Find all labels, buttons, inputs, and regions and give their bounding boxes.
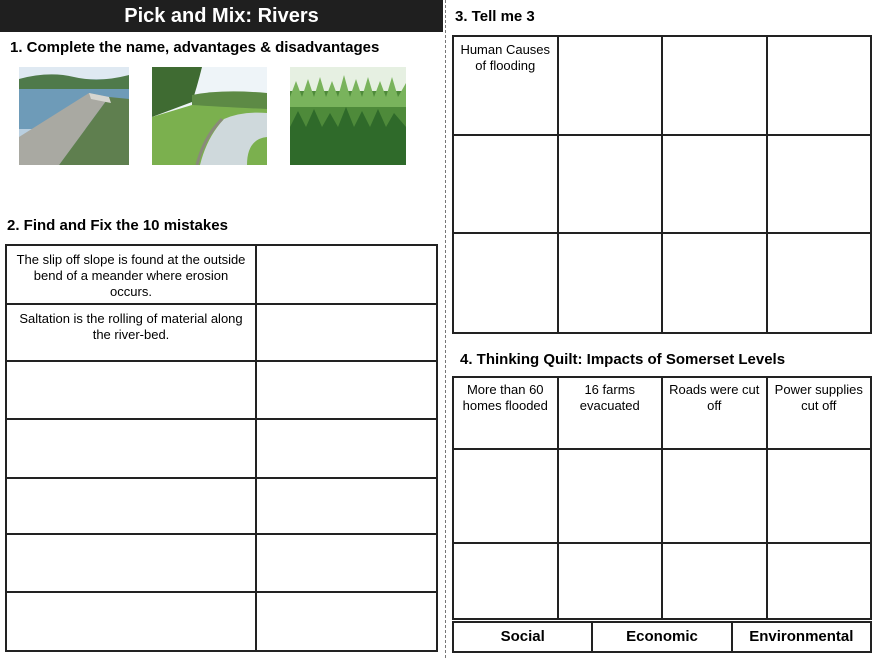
table-row [6,592,437,651]
correction-cell[interactable] [256,534,437,592]
forest-photo [290,67,406,165]
section3-heading: 3. Tell me 3 [455,8,535,25]
category-economic: Economic [592,622,731,652]
answer-cell[interactable] [453,233,558,333]
tell-me-3-grid [452,35,872,334]
section1-heading: 1. Complete the name, advantages & disadvantages [10,39,380,56]
mistake-statement-cell [6,245,256,304]
answer-cell[interactable] [767,36,872,135]
answer-cell[interactable] [767,449,872,543]
grid-row [453,543,871,619]
mistake-statement [7,420,255,426]
impact-cell [662,377,767,449]
impact-label: Power supplies cut off [774,382,863,413]
impact-categories-row [452,621,872,653]
mistake-statement-cell[interactable] [6,478,256,534]
mistakes-table [5,244,438,652]
answer-cell[interactable] [558,135,663,233]
answer-cell[interactable] [558,36,663,135]
answer-cell[interactable] [453,449,558,543]
grid-label-cell [453,36,558,135]
column-divider [445,0,446,658]
dam-reservoir-photo [19,67,129,165]
answer-cell[interactable] [662,36,767,135]
answer-cell[interactable] [662,135,767,233]
table-row [6,478,437,534]
table-row [6,419,437,478]
correction-cell[interactable] [256,419,437,478]
answer-cell[interactable] [767,233,872,333]
answer-cell[interactable] [662,233,767,333]
grid-row [453,622,871,652]
mistake-statement [7,479,255,485]
impact-label: Roads were cut off [669,382,760,413]
mistake-statement [7,593,255,599]
correction-cell[interactable] [256,304,437,361]
impact-cell [453,377,558,449]
mistake-statement-cell [6,304,256,361]
table-row [6,245,437,304]
grid-row [453,449,871,543]
impact-label: 16 farms evacuated [579,382,640,413]
answer-cell[interactable] [662,543,767,619]
table-row [6,534,437,592]
impact-cell [767,377,872,449]
answer-cell[interactable] [767,135,872,233]
table-row [6,361,437,419]
grid-row [453,135,871,233]
mistake-statement-cell[interactable] [6,592,256,651]
section4-heading: 4. Thinking Quilt: Impacts of Somerset Levels [460,351,786,368]
mistake-statement-cell[interactable] [6,534,256,592]
river-channel-photo [152,67,267,165]
grid-row [453,36,871,135]
human-causes-label: Human Causes of flooding [460,42,551,73]
answer-cell[interactable] [453,135,558,233]
grid-row [453,377,871,449]
impact-cell [558,377,663,449]
correction-cell[interactable] [256,361,437,419]
category-social: Social [453,622,592,652]
answer-cell[interactable] [558,543,663,619]
mistake-statement-cell[interactable] [6,361,256,419]
answer-cell[interactable] [453,543,558,619]
answer-cell[interactable] [767,543,872,619]
answer-cell[interactable] [558,233,663,333]
correction-cell[interactable] [256,245,437,304]
answer-cell[interactable] [558,449,663,543]
impact-label: More than 60 homes flooded [462,382,548,413]
section2-heading: 2. Find and Fix the 10 mistakes [7,217,228,234]
grid-row [453,233,871,333]
mistake-statement [7,535,255,541]
mistake-statement: The slip off slope is found at the outside bend of a meander where erosion occurs. [16,252,246,299]
category-environmental: Environmental [732,622,871,652]
mistake-statement [7,362,255,368]
worksheet-title: Pick and Mix: Rivers [0,0,443,32]
answer-cell[interactable] [662,449,767,543]
correction-cell[interactable] [256,592,437,651]
correction-cell[interactable] [256,478,437,534]
mistake-statement: Saltation is the rolling of material along the river-bed. [19,311,243,342]
mistake-statement-cell[interactable] [6,419,256,478]
table-row [6,304,437,361]
thinking-quilt-grid [452,376,872,620]
